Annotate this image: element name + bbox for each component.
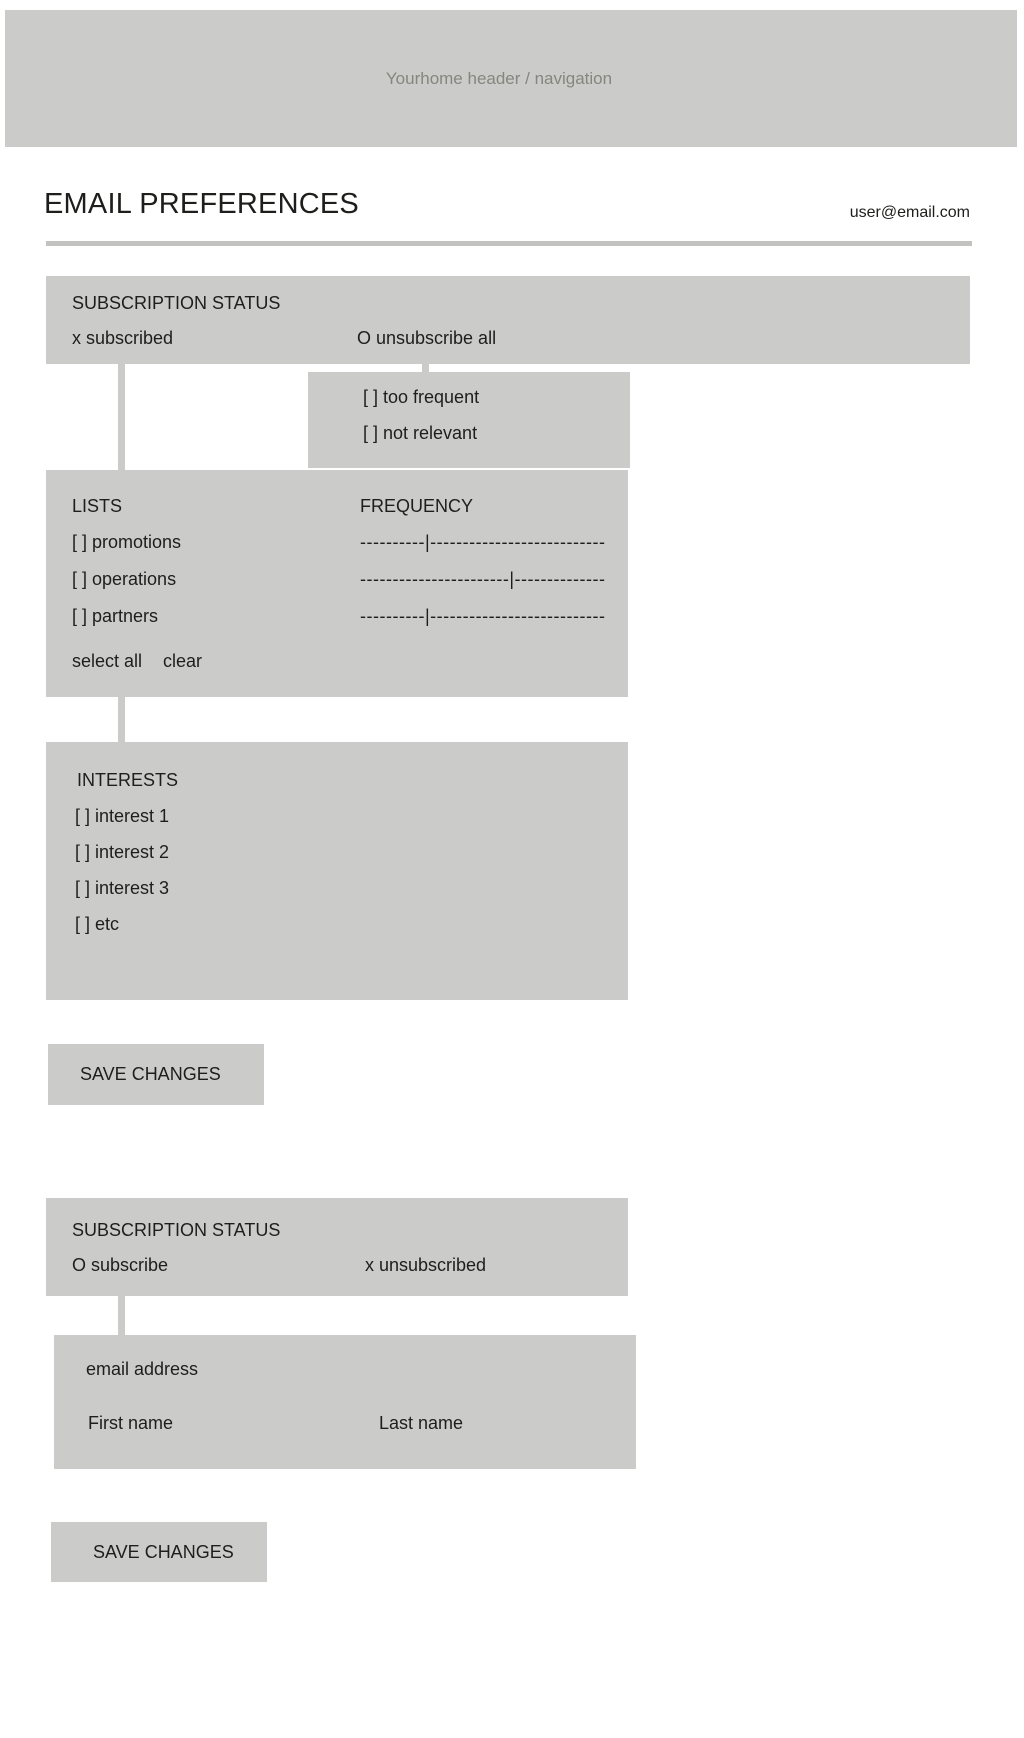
- resubscribe-form-panel: [54, 1335, 636, 1469]
- frequency-slider-operations[interactable]: -----------------------|--------------: [360, 569, 606, 589]
- subscription-status-heading-2: SUBSCRIPTION STATUS: [72, 1220, 281, 1240]
- subscription-status-panel-unsubscribed: [46, 1198, 628, 1296]
- lists-panel: [46, 470, 628, 697]
- frequency-slider-promotions[interactable]: ----------|---------------------------: [360, 532, 606, 552]
- unsubscribed-radio-option[interactable]: x unsubscribed: [365, 1255, 487, 1275]
- interest-3-checkbox[interactable]: [ ] interest 3: [75, 878, 170, 898]
- save-changes-button-subscribed[interactable]: [48, 1044, 264, 1105]
- first-name-field[interactable]: First name: [88, 1413, 174, 1433]
- too-frequent-checkbox[interactable]: [ ] too frequent: [363, 387, 480, 407]
- subscription-status-panel-subscribed: [46, 276, 970, 364]
- interests-panel: [46, 742, 628, 1000]
- save-changes-button-unsubscribed[interactable]: [51, 1522, 267, 1582]
- list-checkbox-promotions[interactable]: [ ] promotions: [72, 532, 182, 552]
- clear-link[interactable]: clear: [163, 651, 203, 671]
- connector-status-to-form: [118, 1296, 125, 1335]
- connector-lists-to-interests: [118, 697, 125, 742]
- unsubscribe-feedback-panel: [308, 372, 630, 468]
- subscription-status-heading: SUBSCRIPTION STATUS: [72, 293, 281, 313]
- site-header-nav[interactable]: [5, 10, 1017, 147]
- save-changes-label-2: SAVE CHANGES: [93, 1541, 234, 1562]
- interests-heading: INTERESTS: [77, 770, 179, 790]
- frequency-heading: FREQUENCY: [360, 496, 474, 516]
- not-relevant-checkbox[interactable]: [ ] not relevant: [363, 423, 478, 443]
- list-checkbox-partners[interactable]: [ ] partners: [72, 606, 159, 626]
- email-address-field[interactable]: email address: [86, 1359, 199, 1379]
- save-changes-label: SAVE CHANGES: [80, 1064, 221, 1084]
- page-title: EMAIL PREFERENCES: [44, 188, 359, 220]
- frequency-slider-partners[interactable]: ----------|---------------------------: [360, 606, 606, 626]
- user-email: user@email.com: [849, 204, 970, 221]
- select-all-link[interactable]: select all: [72, 651, 143, 671]
- unsubscribe-all-radio-option[interactable]: O unsubscribe all: [357, 328, 497, 348]
- site-header-label: Yourhome header / navigation: [385, 68, 613, 88]
- interest-etc-checkbox[interactable]: [ ] etc: [75, 914, 120, 934]
- subscribed-radio-option[interactable]: x subscribed: [72, 328, 174, 348]
- interest-2-checkbox[interactable]: [ ] interest 2: [75, 842, 170, 862]
- list-checkbox-operations[interactable]: [ ] operations: [72, 569, 177, 589]
- interest-1-checkbox[interactable]: [ ] interest 1: [75, 806, 170, 826]
- subscribe-radio-option[interactable]: O subscribe: [72, 1255, 169, 1275]
- title-divider: [46, 241, 972, 246]
- last-name-field[interactable]: Last name: [379, 1413, 464, 1433]
- connector-status-to-lists: [118, 364, 125, 470]
- lists-heading: LISTS: [72, 496, 123, 516]
